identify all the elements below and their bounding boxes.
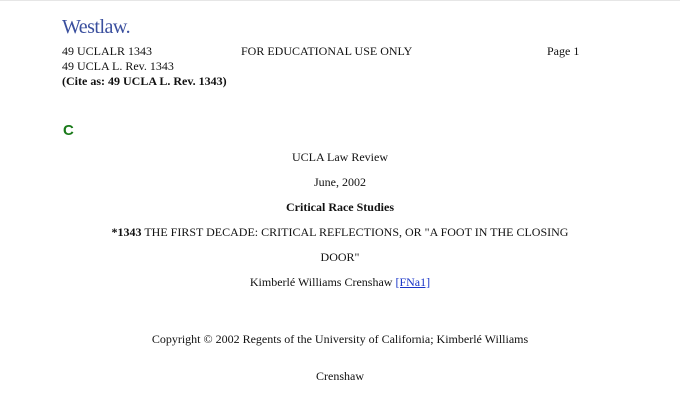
educational-use-notice: FOR EDUCATIONAL USE ONLY bbox=[241, 44, 413, 58]
copyright-line1: Copyright © 2002 Regents of the University of California; Kimberlé Williams bbox=[151, 332, 529, 346]
article-title bbox=[0, 225, 680, 240]
author-name: Kimberlé Williams Crenshaw bbox=[249, 275, 393, 289]
page-number: Page 1 bbox=[547, 44, 580, 58]
cite-as-line: (Cite as: 49 UCLA L. Rev. 1343) bbox=[62, 74, 227, 88]
citation-secondary: 49 UCLA L. Rev. 1343 bbox=[62, 59, 174, 73]
article-title-line1: THE FIRST DECADE: CRITICAL REFLECTIONS, OR "A FOOT IN THE CLOSING bbox=[144, 225, 569, 239]
author-line bbox=[0, 275, 680, 290]
footnote-link[interactable]: [FNa1] bbox=[395, 275, 431, 289]
copyright-line2: Crenshaw bbox=[316, 369, 364, 383]
page-top-edge bbox=[0, 0, 680, 1]
star-page-marker: *1343 bbox=[111, 225, 142, 239]
citation-primary: 49 UCLALR 1343 bbox=[62, 44, 152, 58]
journal-name: UCLA Law Review bbox=[292, 150, 388, 164]
westlaw-logo: Westlaw. bbox=[62, 16, 131, 38]
citation-block bbox=[62, 44, 227, 89]
section-heading: Critical Race Studies bbox=[286, 200, 394, 214]
status-flag-icon[interactable]: C bbox=[63, 122, 74, 139]
article-title-line2: DOOR" bbox=[320, 250, 360, 264]
publication-date: June, 2002 bbox=[314, 175, 366, 189]
